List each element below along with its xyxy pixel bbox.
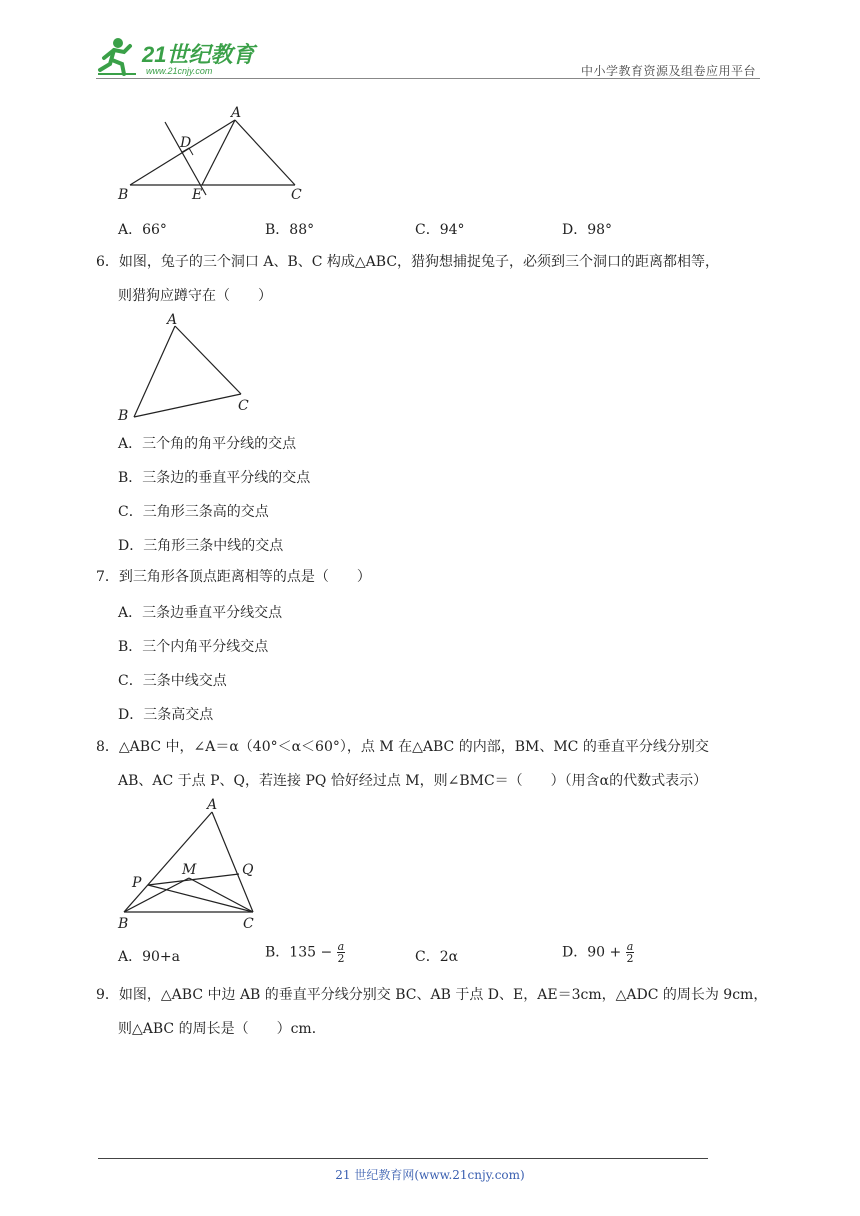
q5-option-b: B．88°	[265, 222, 315, 238]
q5-label-d: D	[180, 135, 192, 151]
q6-option-a: A．三个角的角平分线的交点	[118, 436, 297, 452]
site-logo	[96, 36, 261, 78]
footer-divider	[98, 1158, 708, 1159]
q8-label-p: P	[132, 875, 142, 891]
runner-icon	[98, 38, 136, 74]
q8-option-d-prefix: D．90 +	[562, 944, 622, 961]
q8-stem-line2: AB、AC 于点 P、Q，若连接 PQ 恰好经过点 M，则∠BMC＝（ ）（用含α的代数式表示）	[118, 773, 708, 789]
q8-label-q: Q	[242, 862, 254, 878]
q8-figure	[112, 794, 272, 934]
header-divider	[96, 78, 760, 79]
q5-option-c: C．94°	[415, 222, 465, 238]
q7-option-a: A．三条边垂直平分线交点	[118, 605, 283, 621]
q8-option-b-fraction: $\frac{a}{2}$	[337, 940, 345, 965]
q8-option-a: A．90+a	[118, 949, 181, 965]
q9-stem-line1: 9．如图，△ABC 中边 AB 的垂直平分线分别交 BC、AB 于点 D、E，AE＝3cm，△ADC 的周长为 9cm，	[96, 987, 768, 1003]
q7-option-c: C．三条中线交点	[118, 673, 227, 689]
q8-label-a: A	[207, 797, 218, 813]
q8-option-c: C．2α	[415, 949, 459, 965]
footer-link[interactable]: 21 世纪教育网(www.21cnjy.com)	[335, 1168, 525, 1182]
q6-stem-line1: 6．如图，兔子的三个洞口 A、B、C 构成△ABC，猎狗想捕捉兔子，必须到三个洞口的距离都相等，	[96, 254, 720, 270]
q5-figure	[110, 104, 310, 204]
q6-stem-line2: 则猎狗应蹲守在（ ）	[118, 288, 272, 304]
header-platform-text: 中小学教育资源及组卷应用平台	[580, 64, 756, 78]
q9-stem-line2: 则△ABC 的周长是（ ）cm．	[118, 1021, 326, 1037]
logo-text: 21世纪教育	[142, 42, 255, 67]
q5-label-e: E	[192, 187, 203, 203]
q6-figure	[112, 308, 262, 426]
q5-label-b: B	[118, 187, 129, 203]
q6-label-a: A	[167, 312, 178, 328]
q5-option-a: A．66°	[118, 222, 167, 238]
q6-option-c: C．三角形三条高的交点	[118, 504, 269, 520]
q5-label-a: A	[231, 105, 242, 121]
q8-label-c: C	[243, 916, 254, 932]
q7-option-b: B．三个内角平分线交点	[118, 639, 269, 655]
q8-option-b	[265, 941, 345, 964]
logo-url: www.21cnjy.com	[146, 66, 213, 76]
q7-option-d: D．三条高交点	[118, 707, 214, 723]
q8-option-b-prefix: B．135 −	[265, 944, 333, 961]
q6-label-b: B	[118, 408, 129, 424]
q8-stem-line1: 8．△ABC 中，∠A＝α（40°＜α＜60°），点 M 在△ABC 的内部，BM、MC 的垂直平分线分别交	[96, 739, 709, 755]
q5-option-d: D．98°	[562, 222, 613, 238]
q8-label-b: B	[118, 916, 129, 932]
q6-label-c: C	[238, 398, 249, 414]
q8-option-d	[562, 941, 634, 964]
q5-label-c: C	[291, 187, 302, 203]
q6-option-b: B．三条边的垂直平分线的交点	[118, 470, 311, 486]
q7-stem: 7．到三角形各顶点距离相等的点是（ ）	[96, 569, 371, 585]
q8-option-d-fraction: $\frac{a}{2}$	[626, 940, 634, 965]
q6-option-d: D．三角形三条中线的交点	[118, 538, 284, 554]
q8-label-m: M	[182, 862, 197, 878]
